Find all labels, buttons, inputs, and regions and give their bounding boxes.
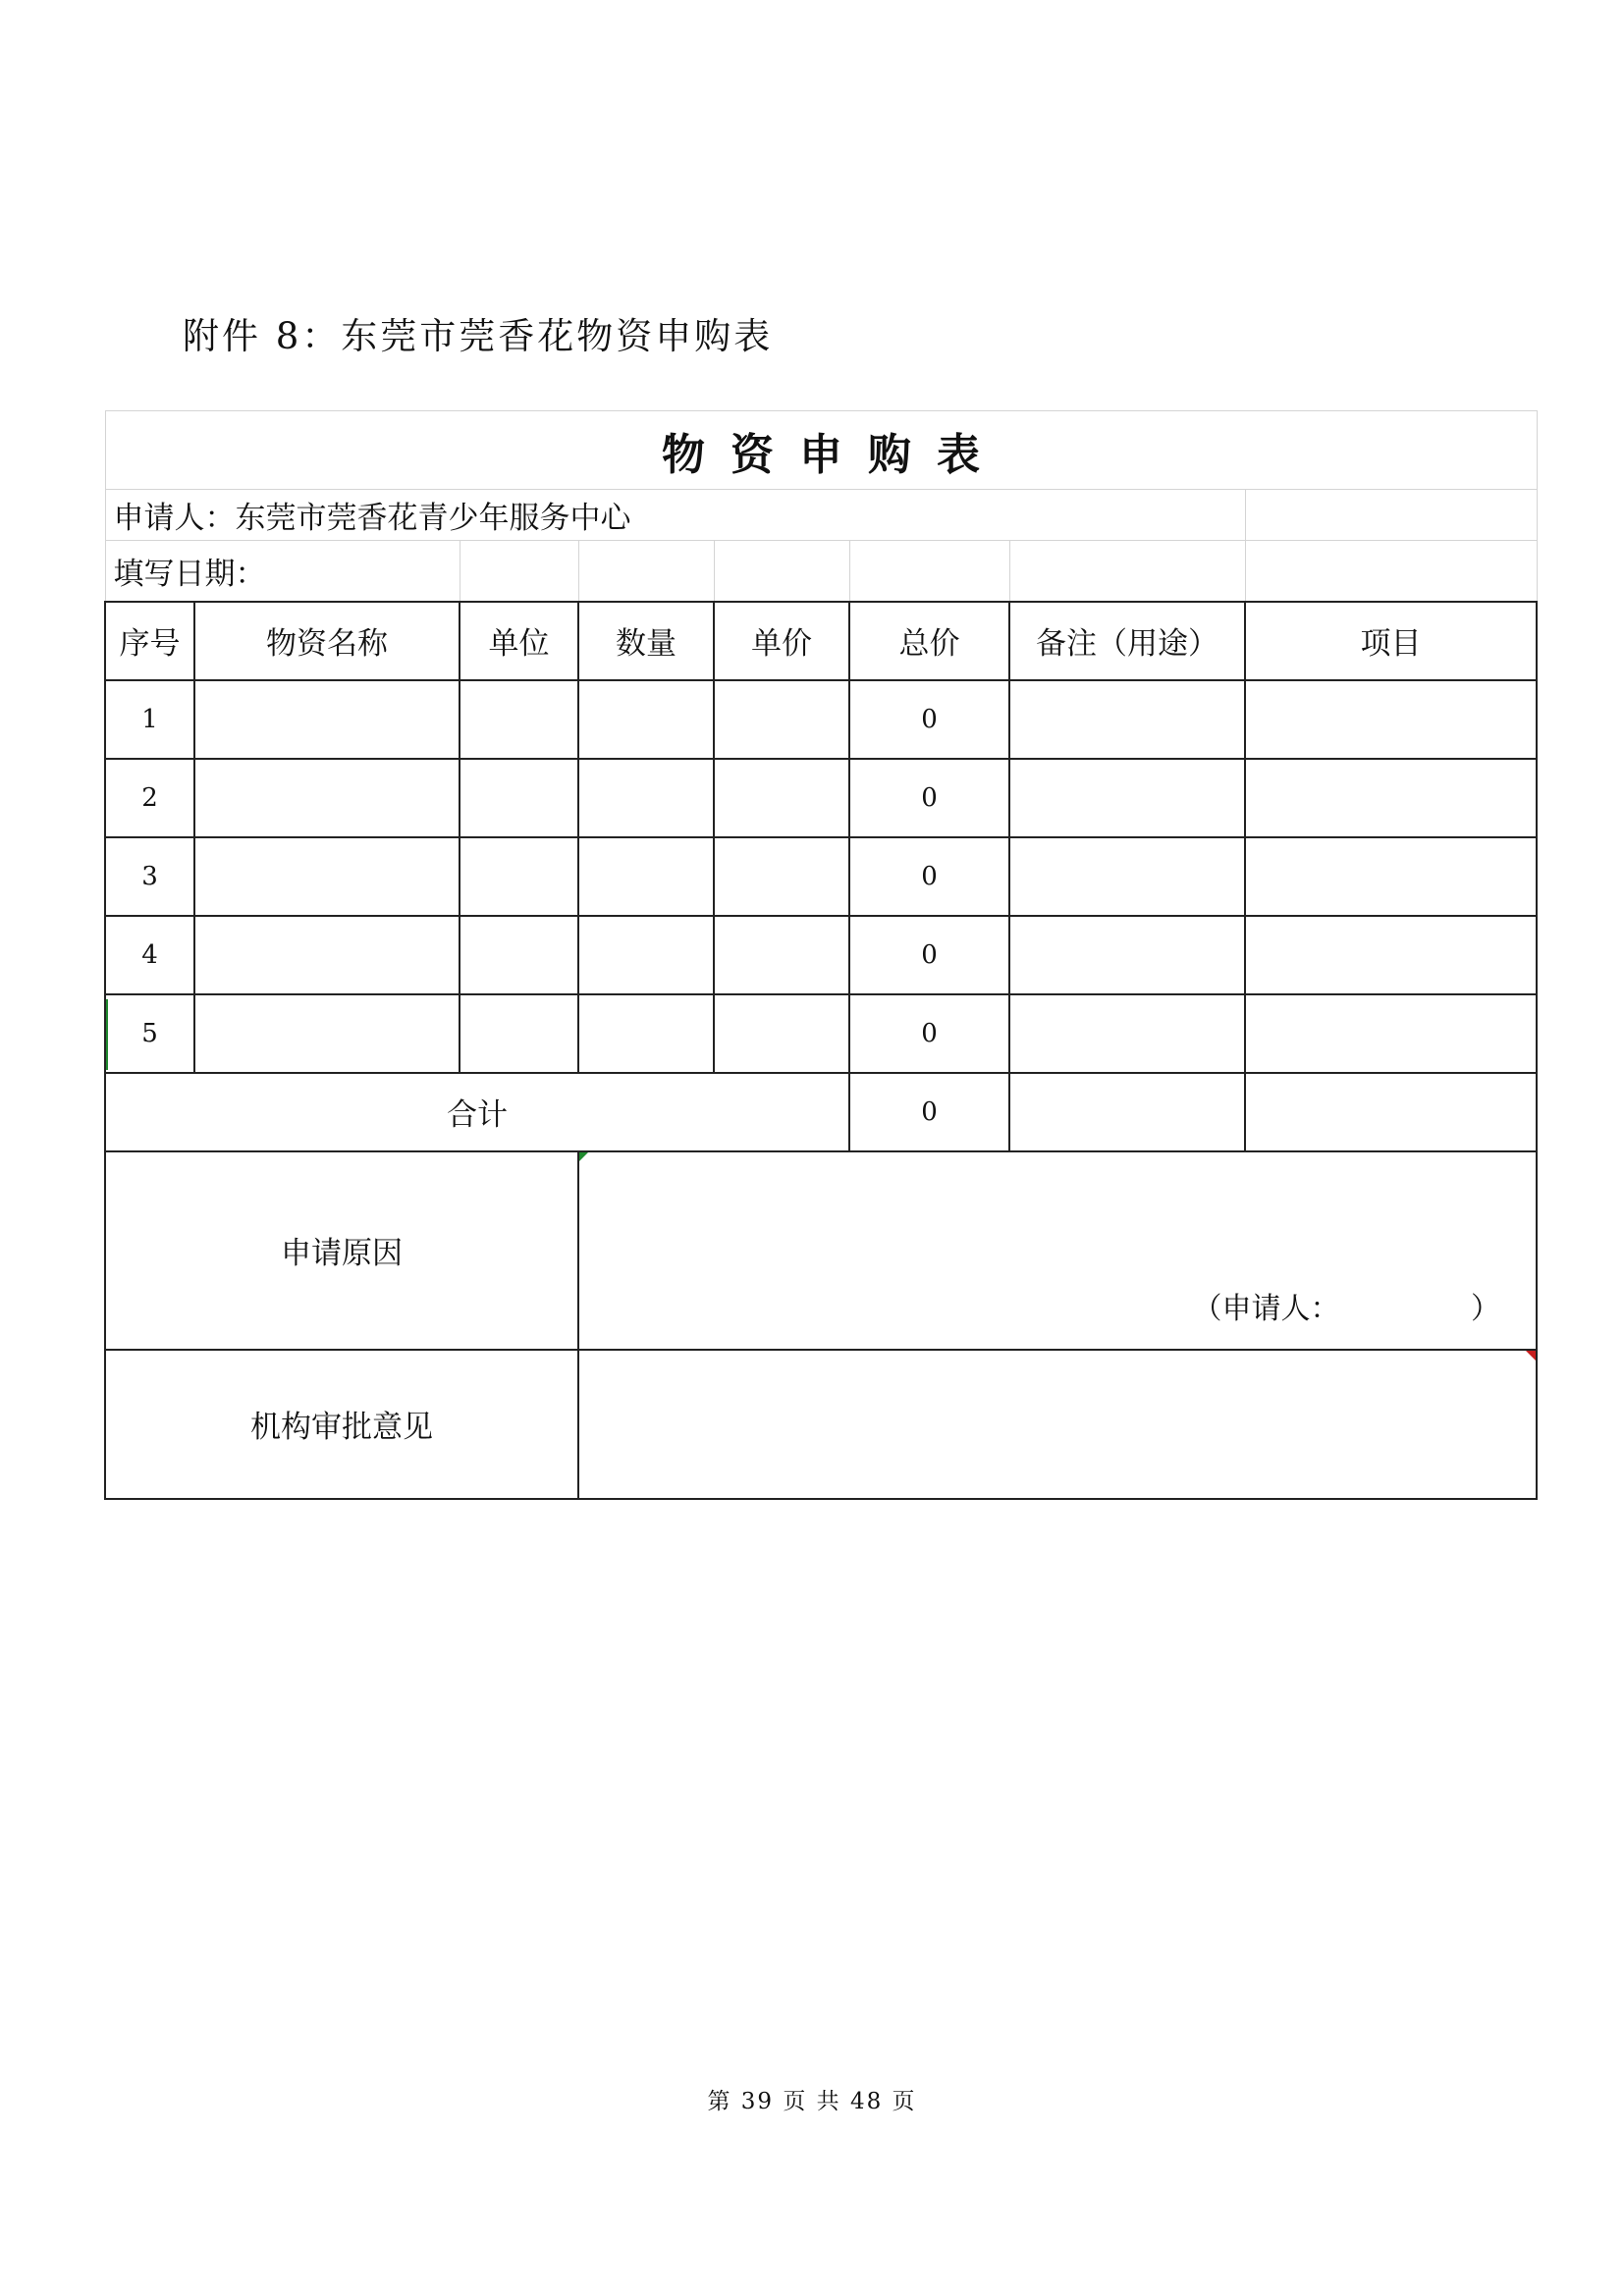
date-cell[interactable]	[849, 541, 1009, 602]
project-cell[interactable]	[1245, 759, 1537, 837]
project-cell[interactable]	[1245, 994, 1537, 1073]
item-name-cell[interactable]	[194, 916, 460, 994]
unit-cell[interactable]	[460, 994, 578, 1073]
column-header-serial: 序号	[105, 602, 194, 680]
reason-label: 申请原因	[105, 1151, 578, 1350]
row-serial: 2	[105, 759, 194, 837]
remarks-cell[interactable]	[1009, 759, 1245, 837]
date-cell[interactable]	[460, 541, 578, 602]
remarks-cell[interactable]	[1009, 837, 1245, 916]
row-serial: 4	[105, 916, 194, 994]
column-header-quantity: 数量	[578, 602, 714, 680]
project-cell[interactable]	[1245, 680, 1537, 759]
total-price-cell: 0	[849, 759, 1009, 837]
sum-label: 合计	[105, 1073, 849, 1151]
total-price-cell: 0	[849, 916, 1009, 994]
item-name-cell[interactable]	[194, 759, 460, 837]
unit-price-cell[interactable]	[714, 759, 849, 837]
item-name-cell[interactable]	[194, 680, 460, 759]
column-header-unit-price: 单价	[714, 602, 849, 680]
total-price-cell: 0	[849, 837, 1009, 916]
unit-price-cell[interactable]	[714, 916, 849, 994]
remarks-cell[interactable]	[1009, 916, 1245, 994]
reason-row	[105, 1151, 1537, 1350]
unit-price-cell[interactable]	[714, 994, 849, 1073]
unit-cell[interactable]	[460, 916, 578, 994]
table-row	[105, 759, 1537, 837]
cell-marker	[106, 999, 108, 1070]
total-price-cell: 0	[849, 994, 1009, 1073]
unit-cell[interactable]	[460, 680, 578, 759]
approval-input-cell[interactable]	[578, 1350, 1537, 1499]
attachment-heading: 附件 8：东莞市莞香花物资申购表	[183, 315, 774, 357]
date-cell[interactable]	[578, 541, 714, 602]
row-serial-value: 5	[141, 1018, 158, 1048]
item-name-cell[interactable]	[194, 837, 460, 916]
comment-indicator-icon	[1526, 1351, 1536, 1361]
unit-price-cell[interactable]	[714, 680, 849, 759]
remarks-cell[interactable]	[1009, 994, 1245, 1073]
table-row	[105, 837, 1537, 916]
column-header-remarks: 备注（用途）	[1009, 602, 1245, 680]
table-row	[105, 680, 1537, 759]
quantity-cell[interactable]	[578, 837, 714, 916]
form-title: 物资申购表	[105, 411, 1537, 490]
column-header-total-price: 总价	[849, 602, 1009, 680]
sum-remarks-cell[interactable]	[1009, 1073, 1245, 1151]
quantity-cell[interactable]	[578, 680, 714, 759]
unit-cell[interactable]	[460, 759, 578, 837]
date-cell[interactable]	[1009, 541, 1245, 602]
project-cell[interactable]	[1245, 837, 1537, 916]
purchase-request-form	[104, 410, 1538, 1500]
quantity-cell[interactable]	[578, 994, 714, 1073]
approval-label: 机构审批意见	[105, 1350, 578, 1499]
row-serial	[105, 994, 194, 1073]
reason-input-cell[interactable]	[578, 1151, 1537, 1350]
item-name-cell[interactable]	[194, 994, 460, 1073]
project-cell[interactable]	[1245, 916, 1537, 994]
sum-project-cell[interactable]	[1245, 1073, 1537, 1151]
date-label: 填写日期：	[105, 541, 460, 602]
total-price-cell: 0	[849, 680, 1009, 759]
row-serial: 1	[105, 680, 194, 759]
column-header-unit: 单位	[460, 602, 578, 680]
comment-indicator-icon	[579, 1152, 588, 1161]
column-header-row	[105, 602, 1537, 680]
sum-row	[105, 1073, 1537, 1151]
remarks-cell[interactable]	[1009, 680, 1245, 759]
quantity-cell[interactable]	[578, 916, 714, 994]
applicant-extra-cell[interactable]	[1245, 490, 1537, 541]
quantity-cell[interactable]	[578, 759, 714, 837]
date-cell[interactable]	[714, 541, 849, 602]
unit-price-cell[interactable]	[714, 837, 849, 916]
approval-row	[105, 1350, 1537, 1499]
unit-cell[interactable]	[460, 837, 578, 916]
page-footer: 第 39 页 共 48 页	[707, 2089, 917, 2114]
date-cell[interactable]	[1245, 541, 1537, 602]
reason-signature: （申请人： ）	[1192, 1291, 1500, 1326]
applicant-label: 申请人：东莞市莞香花青少年服务中心	[105, 490, 1245, 541]
column-header-item-name: 物资名称	[194, 602, 460, 680]
table-row	[105, 916, 1537, 994]
table-row	[105, 994, 1537, 1073]
row-serial: 3	[105, 837, 194, 916]
column-header-project: 项目	[1245, 602, 1537, 680]
sum-total-cell: 0	[849, 1073, 1009, 1151]
